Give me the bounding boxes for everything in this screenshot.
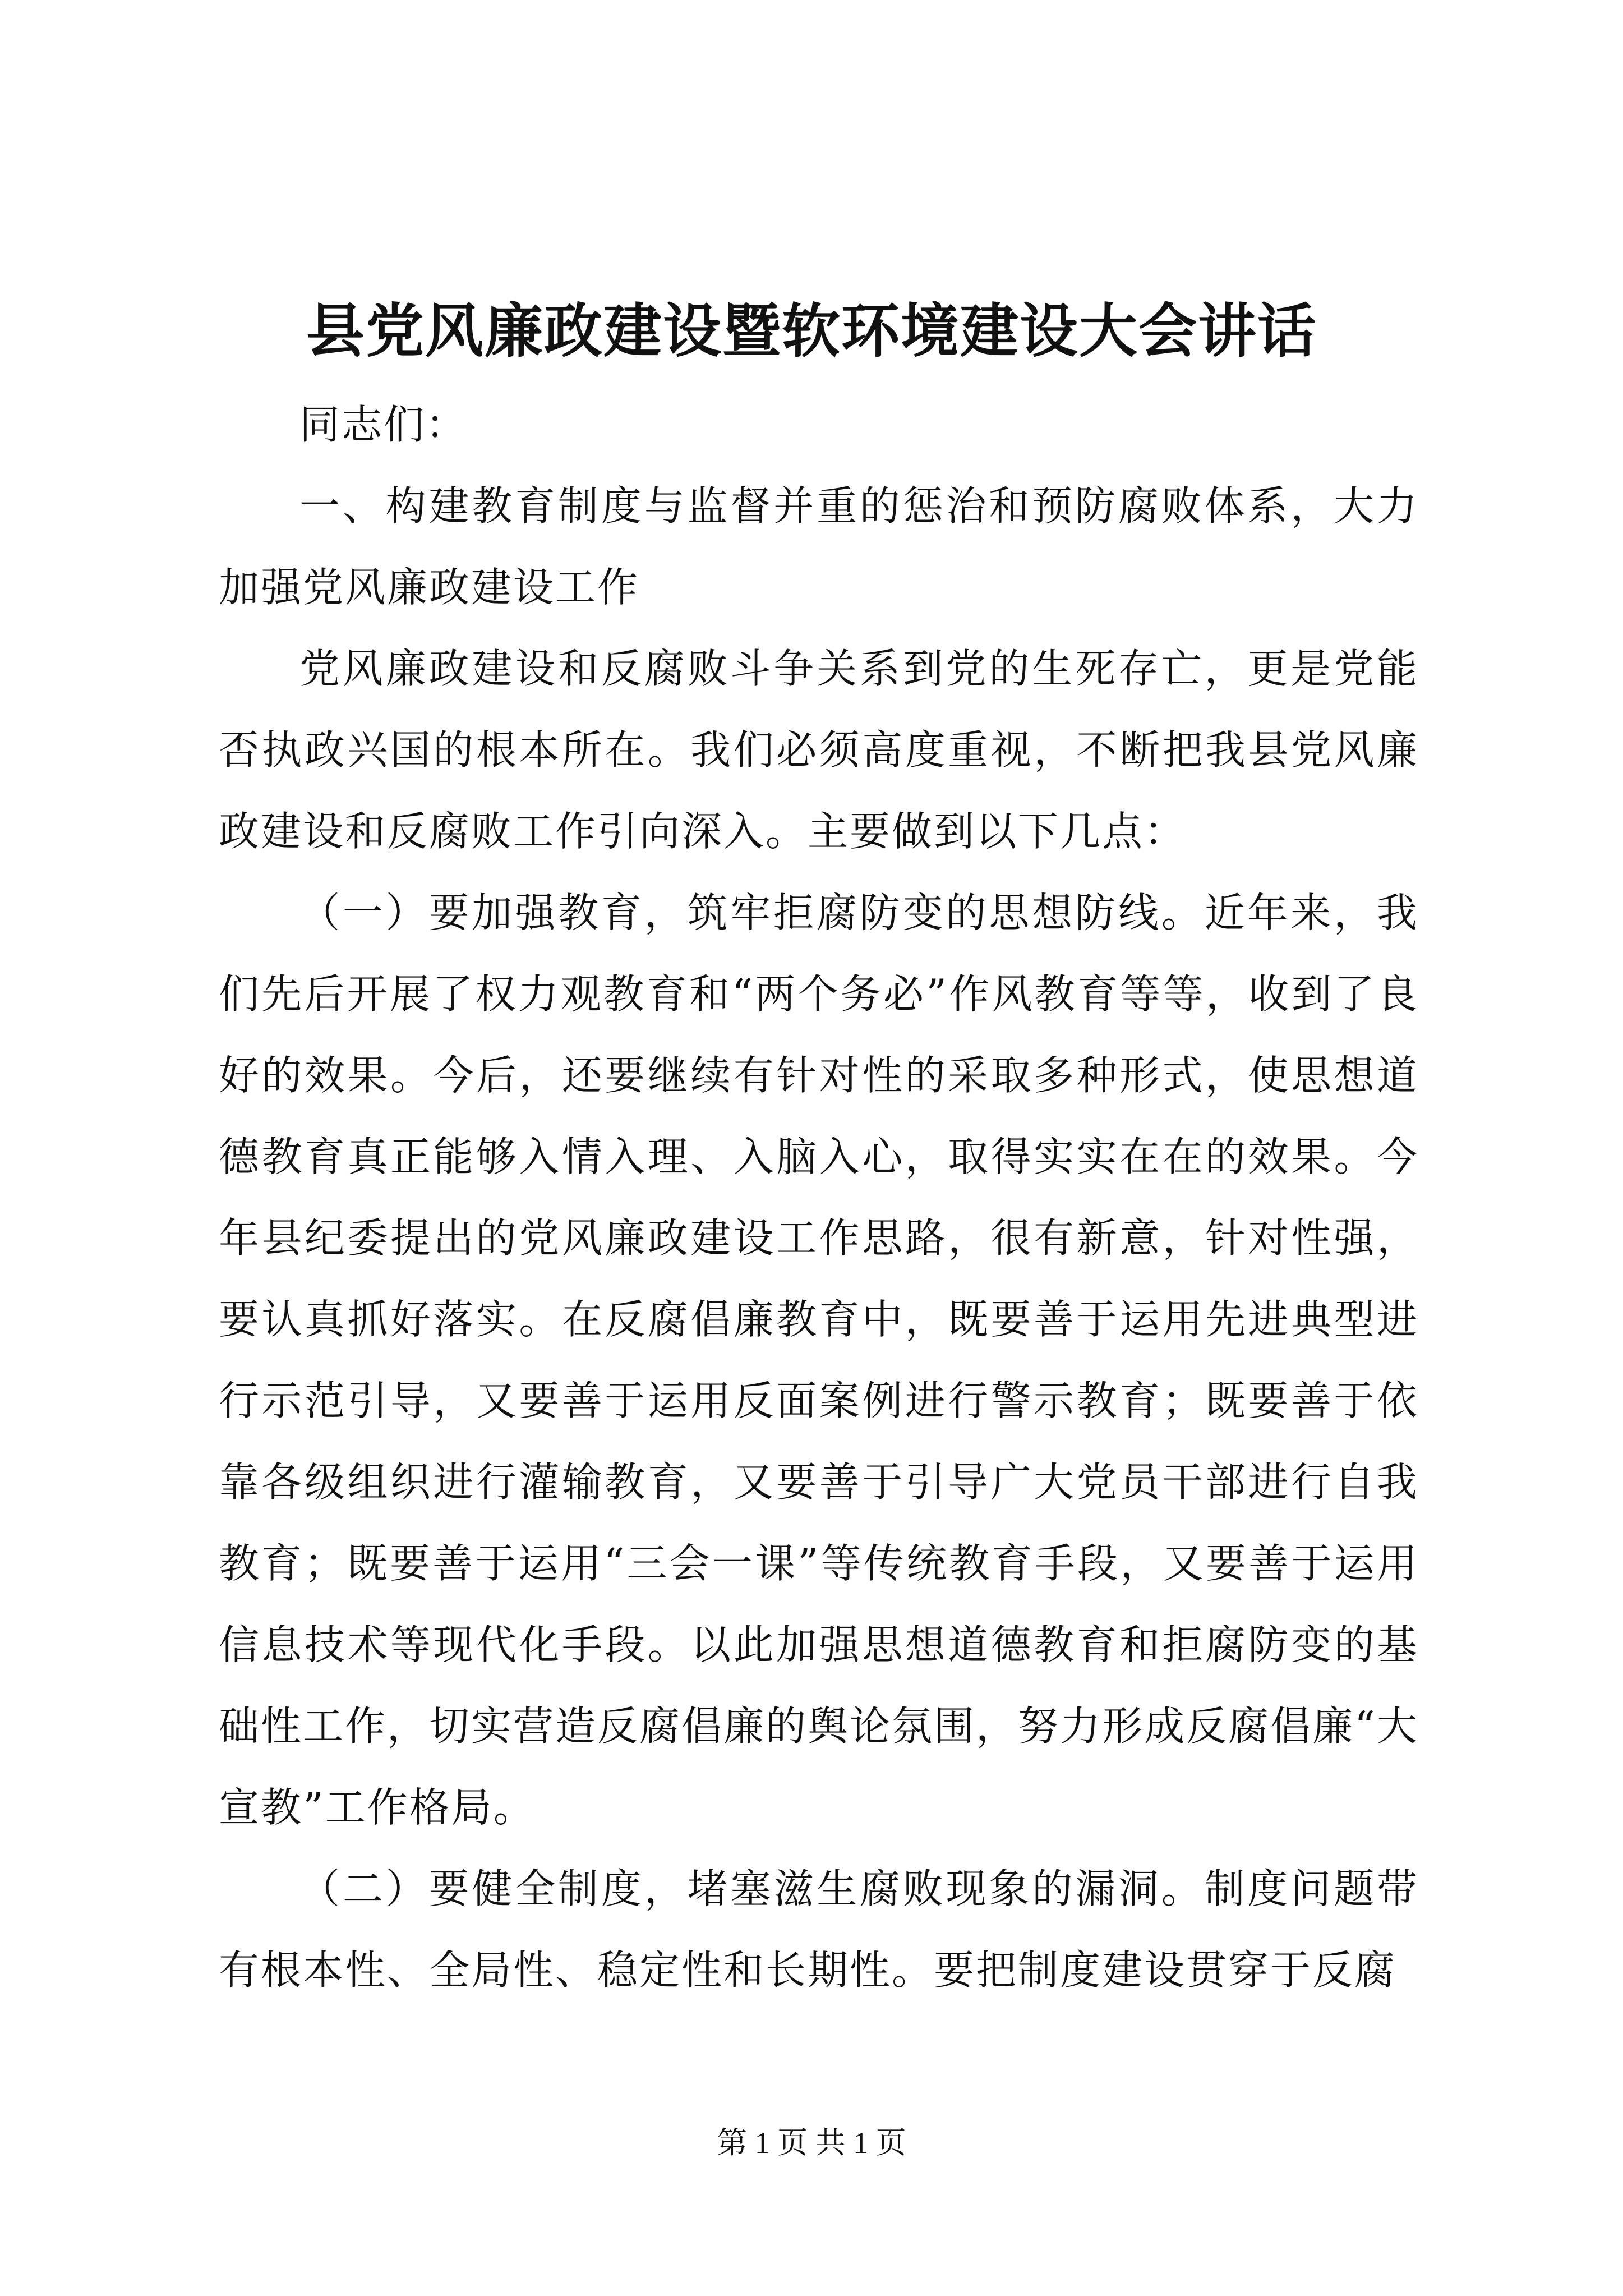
document-body [219,384,1419,2011]
salutation-paragraph: 同志们： [299,401,468,448]
section-heading-paragraph: 一、构建教育制度与监督并重的惩治和预防腐败体系，大力加强党风廉政建设工作 [219,482,1419,611]
body-paragraph: 党风廉政建设和反腐败斗争关系到党的生死存亡，更是党能否执政兴国的根本所在。我们必须高度重视，不断把我县党风廉政建设和反腐败工作引向深入。主要做到以下几点： [219,645,1419,855]
body-paragraph: （二）要健全制度，堵塞滋生腐败现象的漏洞。制度问题带有根本性、全局性、稳定性和长期性。要把制度建设贯穿于反腐 [219,1865,1419,1994]
page-footer: 第 1 页 共 1 页 [717,2126,906,2160]
body-paragraph: （一）要加强教育，筑牢拒腐防变的思想防线。近年来，我们先后开展了权力观教育和“两个务必”作风教育等等，收到了良好的效果。今后，还要继续有针对性的采取多种形式，使思想道德教育真正能够入情入理、入脑入心，取得实实在在的效果。今年县纪委提出的党风廉政建设工作思路，很有新意，针对性强，要认真抓好落实。在反腐倡廉教育中，既要善于运用先进典型进行示范引导，又要善于运用反面案例进行警示教育；既要善于依靠各级组织进行灌输教育，又要善于引导广大党员干部进行自我教育；既要善于运用“三会一课”等传统教育手段，又要善于运用信息技术等现代化手段。以此加强思想道德教育和拒腐防变的基础性工作，切实营造反腐倡廉的舆论氛围，努力形成反腐倡廉“大宣教”工作格局。 [219,889,1419,1831]
document-title: 县党风廉政建设暨软环境建设大会讲话 [306,296,1317,365]
